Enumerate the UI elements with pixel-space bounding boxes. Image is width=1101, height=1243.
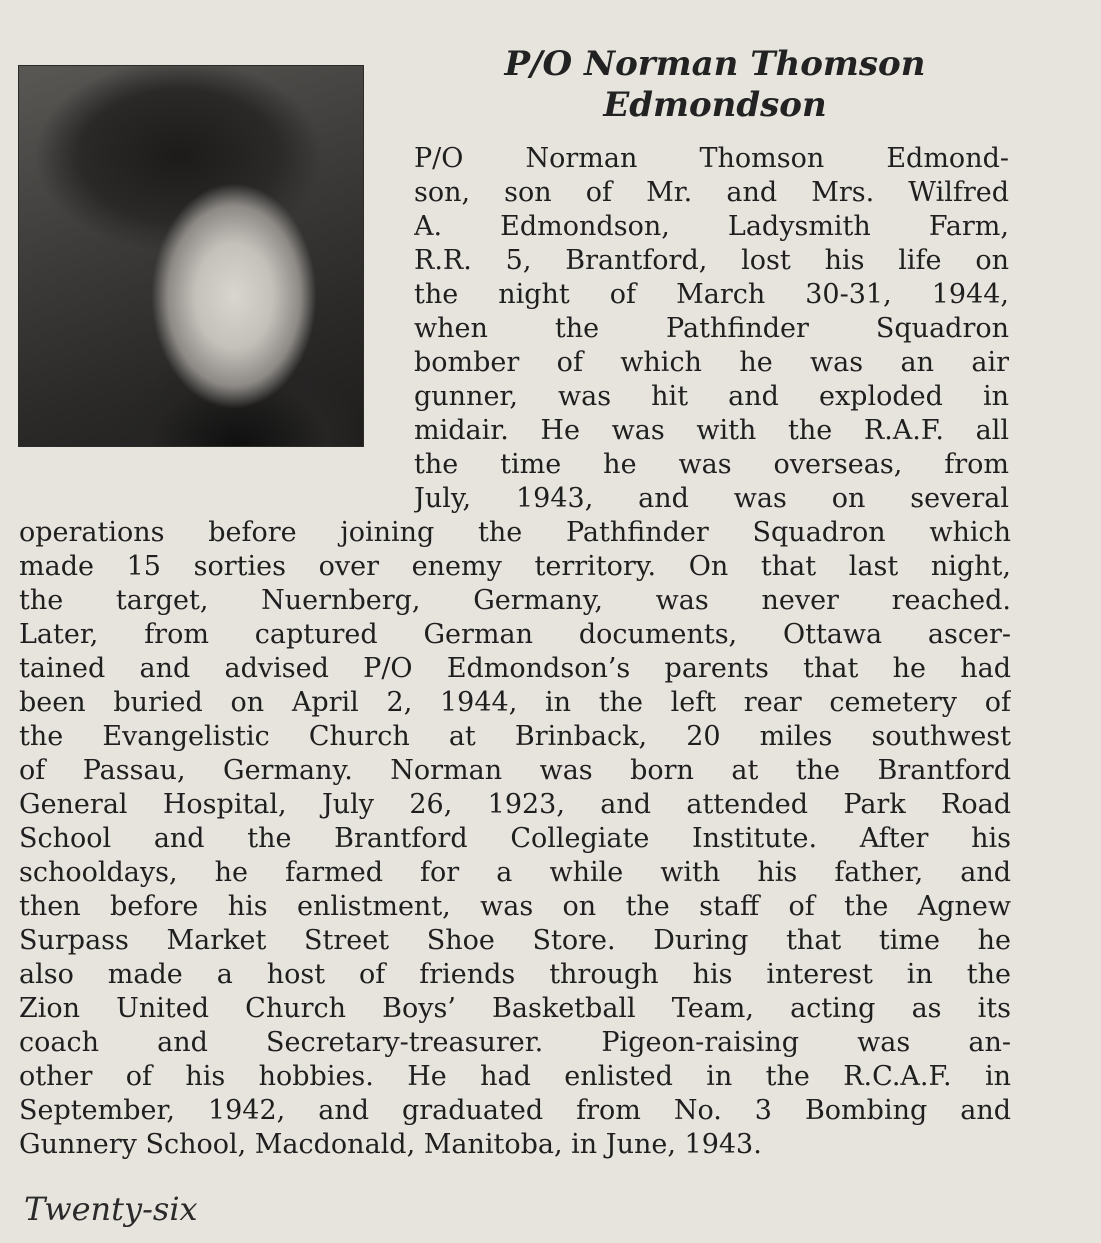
body-line: July, 1943, and was on several: [414, 483, 1009, 514]
body-line: September, 1942, and graduated from No. 3 Bombing and: [19, 1095, 1011, 1126]
body-line: the target, Nuernberg, Germany, was never reached.: [19, 585, 1011, 616]
body-line: son, son of Mr. and Mrs. Wilfred: [414, 177, 1009, 208]
body-line: P/O Norman Thomson Edmond-: [414, 143, 1009, 174]
body-line: schooldays, he farmed for a while with his father, and: [19, 857, 1011, 888]
body-line: made 15 sorties over enemy territory. On that last night,: [19, 551, 1011, 582]
body-line: also made a host of friends through his interest in the: [19, 959, 1011, 990]
body-line: the night of March 30-31, 1944,: [414, 279, 1009, 310]
title-line-2: Edmondson: [603, 85, 827, 125]
body-line: Gunnery School, Macdonald, Manitoba, in June, 1943.: [19, 1129, 762, 1160]
title-line-1: P/O Norman Thomson: [504, 44, 926, 84]
body-line: midair. He was with the R.A.F. all: [414, 415, 1009, 446]
body-line: when the Pathfinder Squadron: [414, 313, 1009, 344]
body-line: the time he was overseas, from: [414, 449, 1009, 480]
body-line: Surpass Market Street Shoe Store. During that time he: [19, 925, 1011, 956]
body-line: coach and Secretary-treasurer. Pigeon-raising was an-: [19, 1027, 1011, 1058]
page-number: Twenty-six: [24, 1190, 198, 1228]
body-line: General Hospital, July 26, 1923, and attended Park Road: [19, 789, 1011, 820]
article-title: [420, 44, 1010, 126]
body-line: gunner, was hit and exploded in: [414, 381, 1009, 412]
body-line: tained and advised P/O Edmondson’s parents that he had: [19, 653, 1011, 684]
body-line: operations before joining the Pathfinder Squadron which: [19, 517, 1011, 548]
body-line: been buried on April 2, 1944, in the left rear cemetery of: [19, 687, 1011, 718]
body-line: Later, from captured German documents, Ottawa ascer-: [19, 619, 1011, 650]
portrait-photo: [18, 65, 364, 447]
body-line: then before his enlistment, was on the staff of the Agnew: [19, 891, 1011, 922]
body-line: bomber of which he was an air: [414, 347, 1009, 378]
body-line: School and the Brantford Collegiate Institute. After his: [19, 823, 1011, 854]
body-line: Zion United Church Boys’ Basketball Team, acting as its: [19, 993, 1011, 1024]
body-line: the Evangelistic Church at Brinback, 20 miles southwest: [19, 721, 1011, 752]
body-line: other of his hobbies. He had enlisted in the R.C.A.F. in: [19, 1061, 1011, 1092]
body-line: R.R. 5, Brantford, lost his life on: [414, 245, 1009, 276]
body-line: A. Edmondson, Ladysmith Farm,: [414, 211, 1009, 242]
body-line: of Passau, Germany. Norman was born at the Brantford: [19, 755, 1011, 786]
